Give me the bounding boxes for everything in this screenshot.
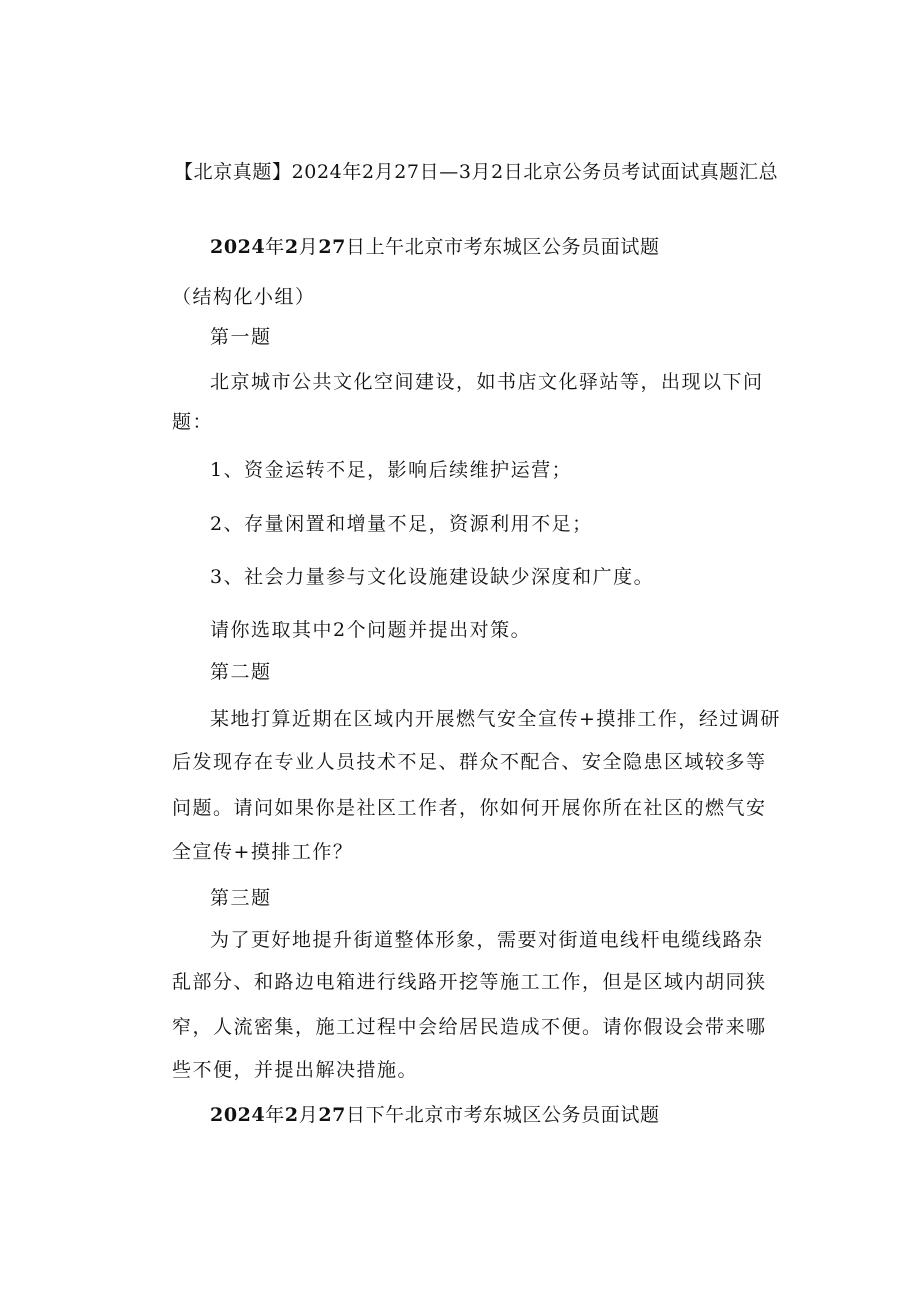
question-1-text-line: 题： [172, 411, 214, 433]
question-3-text-line: 为了更好地提升街道整体形象，需要对街道电线杆电缆线路杂 [210, 929, 764, 951]
question-3-text-line: 乱部分、和路边电箱进行线路开挖等施工工作，但是区域内胡同狭 [172, 971, 767, 993]
question-1-text-line: 北京城市公共文化空间建设，如书店文化驿站等，出现以下问 [210, 371, 764, 393]
document-title: 【北京真题】2024年2月27日—3月2日北京公务员考试面试真题汇总 [174, 161, 779, 183]
heading-year-char: 年 [265, 1104, 285, 1126]
question-2-text-line: 某地打算近期在区域内开展燃气安全宣传+摸排工作，经过调研 [210, 708, 781, 730]
question-3-text-line: 些不便，并提出解决措施。 [172, 1059, 419, 1081]
question-1-ask: 请你选取其中2个问题并提出对策。 [210, 619, 532, 641]
interview-format: （结构化小组） [172, 286, 316, 308]
section-heading-morning [210, 235, 660, 259]
heading-month-char: 月 [298, 1104, 319, 1126]
heading-month-char: 月 [298, 236, 319, 258]
heading-rest: 日下午北京市考东城区公务员面试题 [345, 1104, 660, 1126]
question-1-label: 第一题 [210, 326, 272, 348]
heading-month: 2 [284, 1104, 299, 1126]
heading-day: 27 [318, 1104, 346, 1126]
question-2-text-line: 后发现存在专业人员技术不足、群众不配合、安全隐患区域较多等 [172, 751, 767, 773]
question-2-label: 第二题 [210, 661, 272, 683]
question-1-item: 3、社会力量参与文化设施建设缺少深度和广度。 [210, 566, 655, 588]
heading-month: 2 [284, 236, 299, 258]
question-3-label: 第三题 [210, 887, 272, 909]
question-2-text-line: 全宣传+摸排工作？ [172, 841, 354, 863]
question-2-text-line: 问题。请问如果你是社区工作者，你如何开展你所在社区的燃气安 [172, 797, 767, 819]
question-1-item: 1、资金运转不足，影响后续维护运营； [210, 459, 573, 481]
heading-rest: 日上午北京市考东城区公务员面试题 [345, 236, 660, 258]
question-3-text-line: 窄，人流密集，施工过程中会给居民造成不便。请你假设会带来哪 [172, 1016, 767, 1038]
section-heading-afternoon [210, 1103, 660, 1127]
question-1-item: 2、存量闲置和增量不足，资源利用不足； [210, 513, 593, 535]
heading-year: 2024 [210, 236, 266, 258]
heading-year-char: 年 [265, 236, 285, 258]
heading-day: 27 [318, 236, 346, 258]
heading-year: 2024 [210, 1104, 266, 1126]
